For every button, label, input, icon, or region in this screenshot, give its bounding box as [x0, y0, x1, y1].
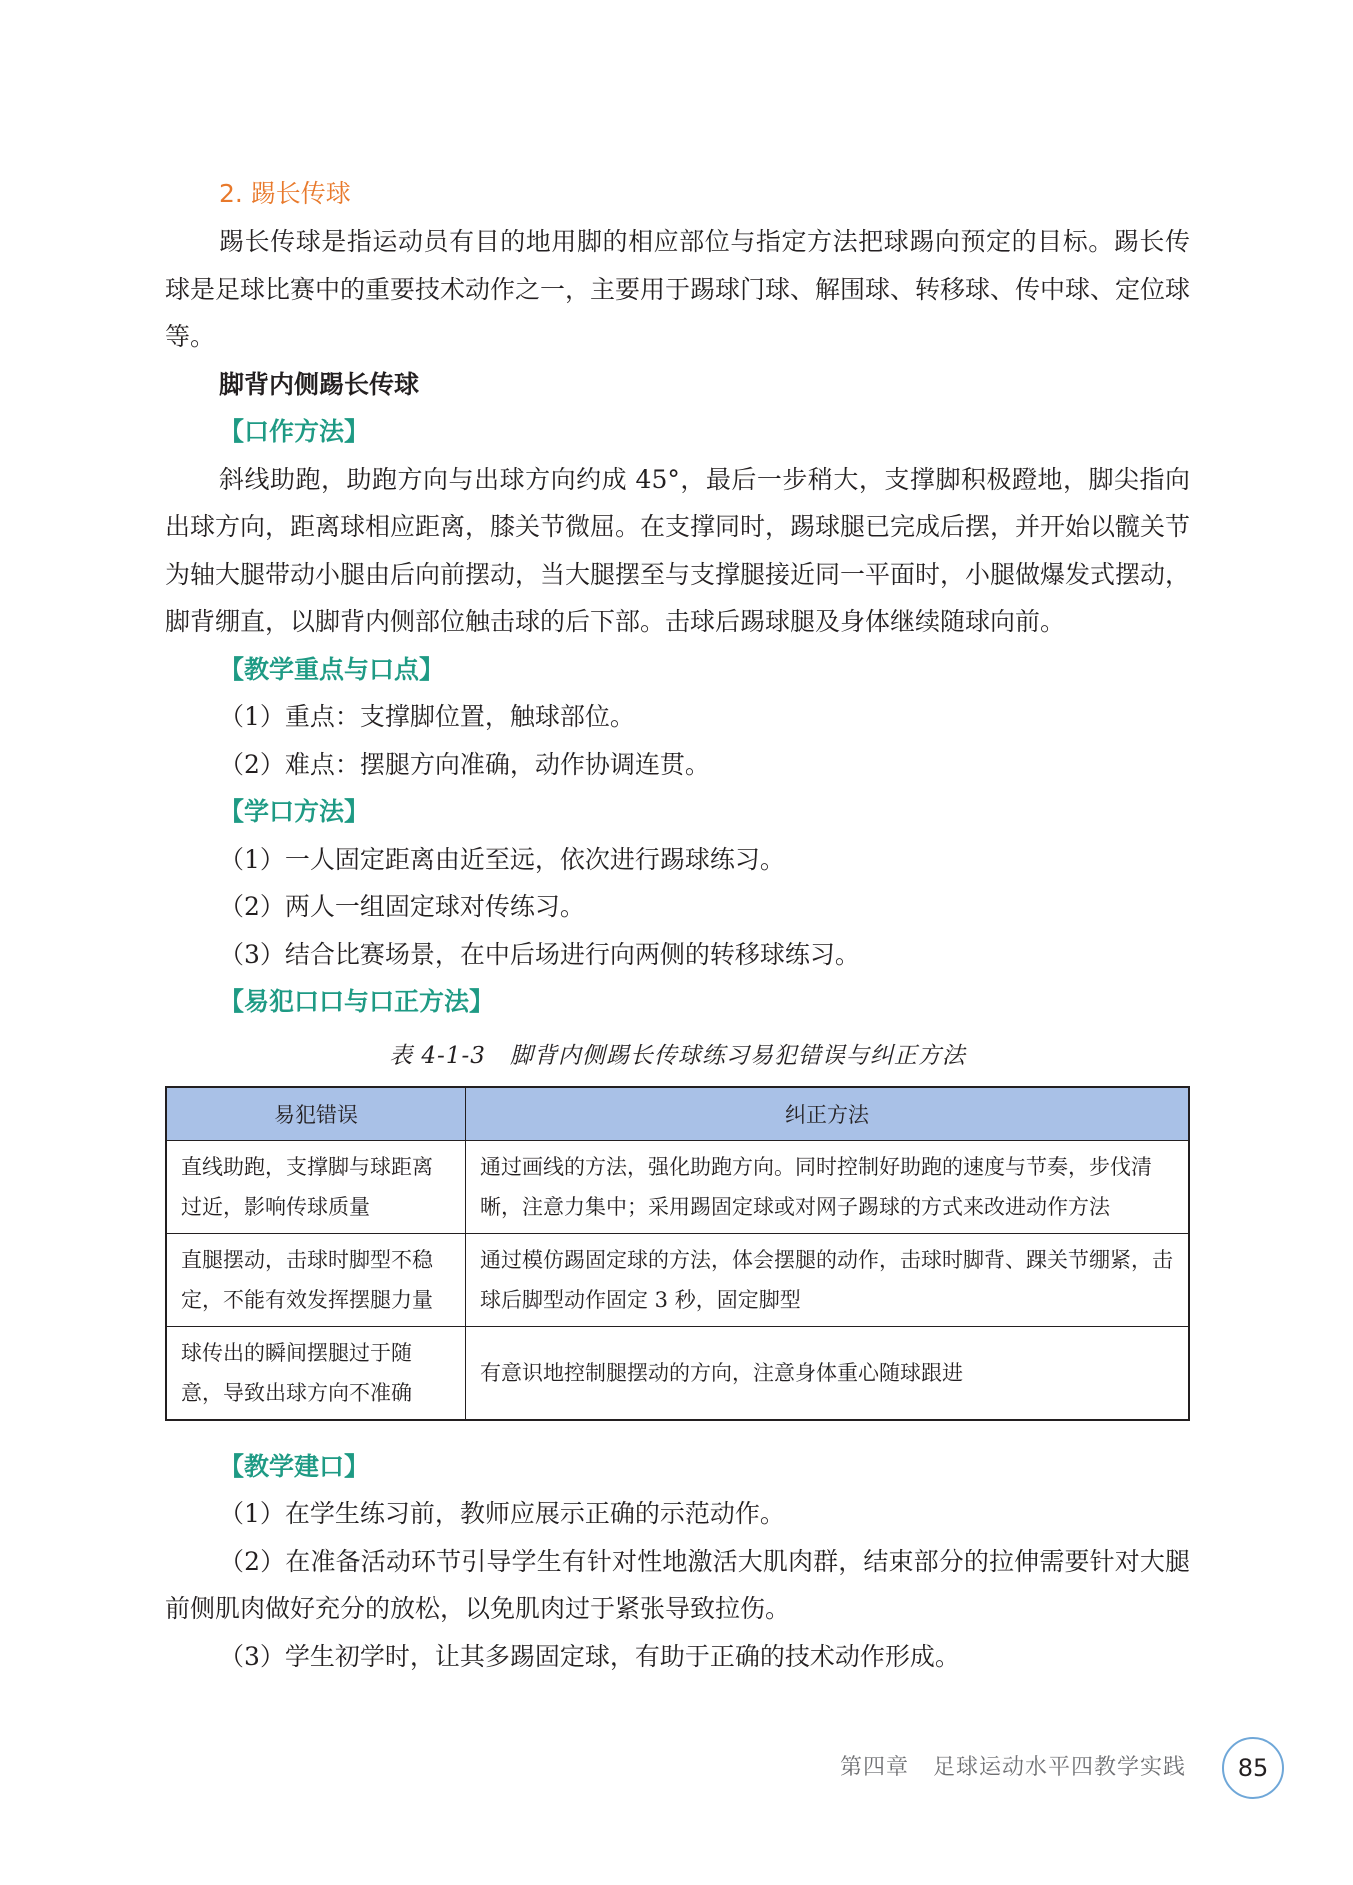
- practice-heading: 【学口方法】: [219, 797, 370, 826]
- footer-title: 足球运动水平四教学实践: [933, 1755, 1187, 1780]
- key-point-item: （2）难点：摆腿方向准确，动作协调连贯。: [219, 749, 710, 779]
- table-cell-fix: 有意识地控制腿摆动的方向，注意身体重心随球跟进: [466, 1326, 1190, 1420]
- suggestion-item: （2）在准备活动环节引导学生有针对性地激活大肌肉群，结束部分的拉伸需要针对大腿前侧肌肉做好充分的放松，以免肌肉过于紧张导致拉伤。: [165, 1546, 1190, 1623]
- table-row: [166, 1140, 1189, 1233]
- method-text: 斜线助跑，助跑方向与出球方向约成 45°，最后一步稍大，支撑脚积极蹬地，脚尖指向出球方向，距离球相应距离，膝关节微屈。在支撑同时，踢球腿已完成后摆，并开始以髋关节为轴大腿带动小腿由后向前摆动，当大腿摆至与支撑腿接近同一平面时，小腿做爆发式摆动，脚背绷直，以脚背内侧部位触击球的后下部。击球后踢球腿及身体继续随球向前。: [165, 464, 1191, 636]
- table-cell-error: 直腿摆动，击球时脚型不稳定，不能有效发挥摆腿力量: [166, 1233, 466, 1326]
- table-caption: 表 4-1-3 脚背内侧踢长传球练习易犯错误与纠正方法: [389, 1042, 966, 1069]
- table-cell-fix: 通过画线的方法，强化助跑方向。同时控制好助跑的速度与节奏，步伐清晰，注意力集中；采用踢固定球或对网子踢球的方式来改进动作方法: [466, 1140, 1190, 1233]
- table-header-error: 易犯错误: [166, 1087, 466, 1141]
- table-cell-error: 直线助跑，支撑脚与球距离过近，影响传球质量: [166, 1140, 466, 1233]
- key-point-item: （1）重点：支撑脚位置，触球部位。: [219, 702, 635, 731]
- table-row: [166, 1233, 1189, 1326]
- table-header-row: [166, 1087, 1189, 1141]
- footer-chapter: 第四章: [840, 1755, 910, 1780]
- practice-item: （2）两人一组固定球对传练习。: [219, 892, 585, 921]
- page-number: 85: [1222, 1737, 1284, 1799]
- key-points-heading: 【教学重点与口点】: [219, 654, 445, 684]
- page-footer: [840, 1748, 1186, 1788]
- suggestion-item: （3）学生初学时，让其多踢固定球，有助于正确的技术动作形成。: [219, 1641, 960, 1671]
- suggestions-block: [165, 1443, 1190, 1681]
- table-cell-error: 球传出的瞬间摆腿过于随意，导致出球方向不准确: [166, 1326, 466, 1420]
- section-intro: 踢长传球是指运动员有目的地用脚的相应部位与指定方法把球踢向预定的目标。踢长传球是足球比赛中的重要技术动作之一，主要用于踢球门球、解围球、转移球、传中球、定位球等。: [165, 227, 1191, 351]
- practice-item: （3）结合比赛场景，在中后场进行向两侧的转移球练习。: [219, 939, 860, 969]
- table-cell-fix: 通过模仿踢固定球的方法，体会摆腿的动作，击球时脚背、踝关节绷紧，击球后脚型动作固定 3 秒，固定脚型: [466, 1233, 1190, 1326]
- errors-heading: 【易犯口口与口正方法】: [219, 987, 495, 1016]
- suggestions-heading: 【教学建口】: [219, 1451, 370, 1481]
- practice-item: （1）一人固定距离由近至远，依次进行踢球练习。: [219, 844, 785, 874]
- suggestion-item: （1）在学生练习前，教师应展示正确的示范动作。: [219, 1499, 785, 1528]
- technique-title: 脚背内侧踢长传球: [219, 369, 420, 399]
- table-row: [166, 1326, 1189, 1420]
- section-title: 2. 踢长传球: [219, 179, 351, 208]
- method-heading: 【口作方法】: [219, 417, 370, 446]
- errors-table: [165, 1086, 1190, 1421]
- main-content: [165, 170, 1190, 1680]
- table-header-fix: 纠正方法: [466, 1087, 1190, 1141]
